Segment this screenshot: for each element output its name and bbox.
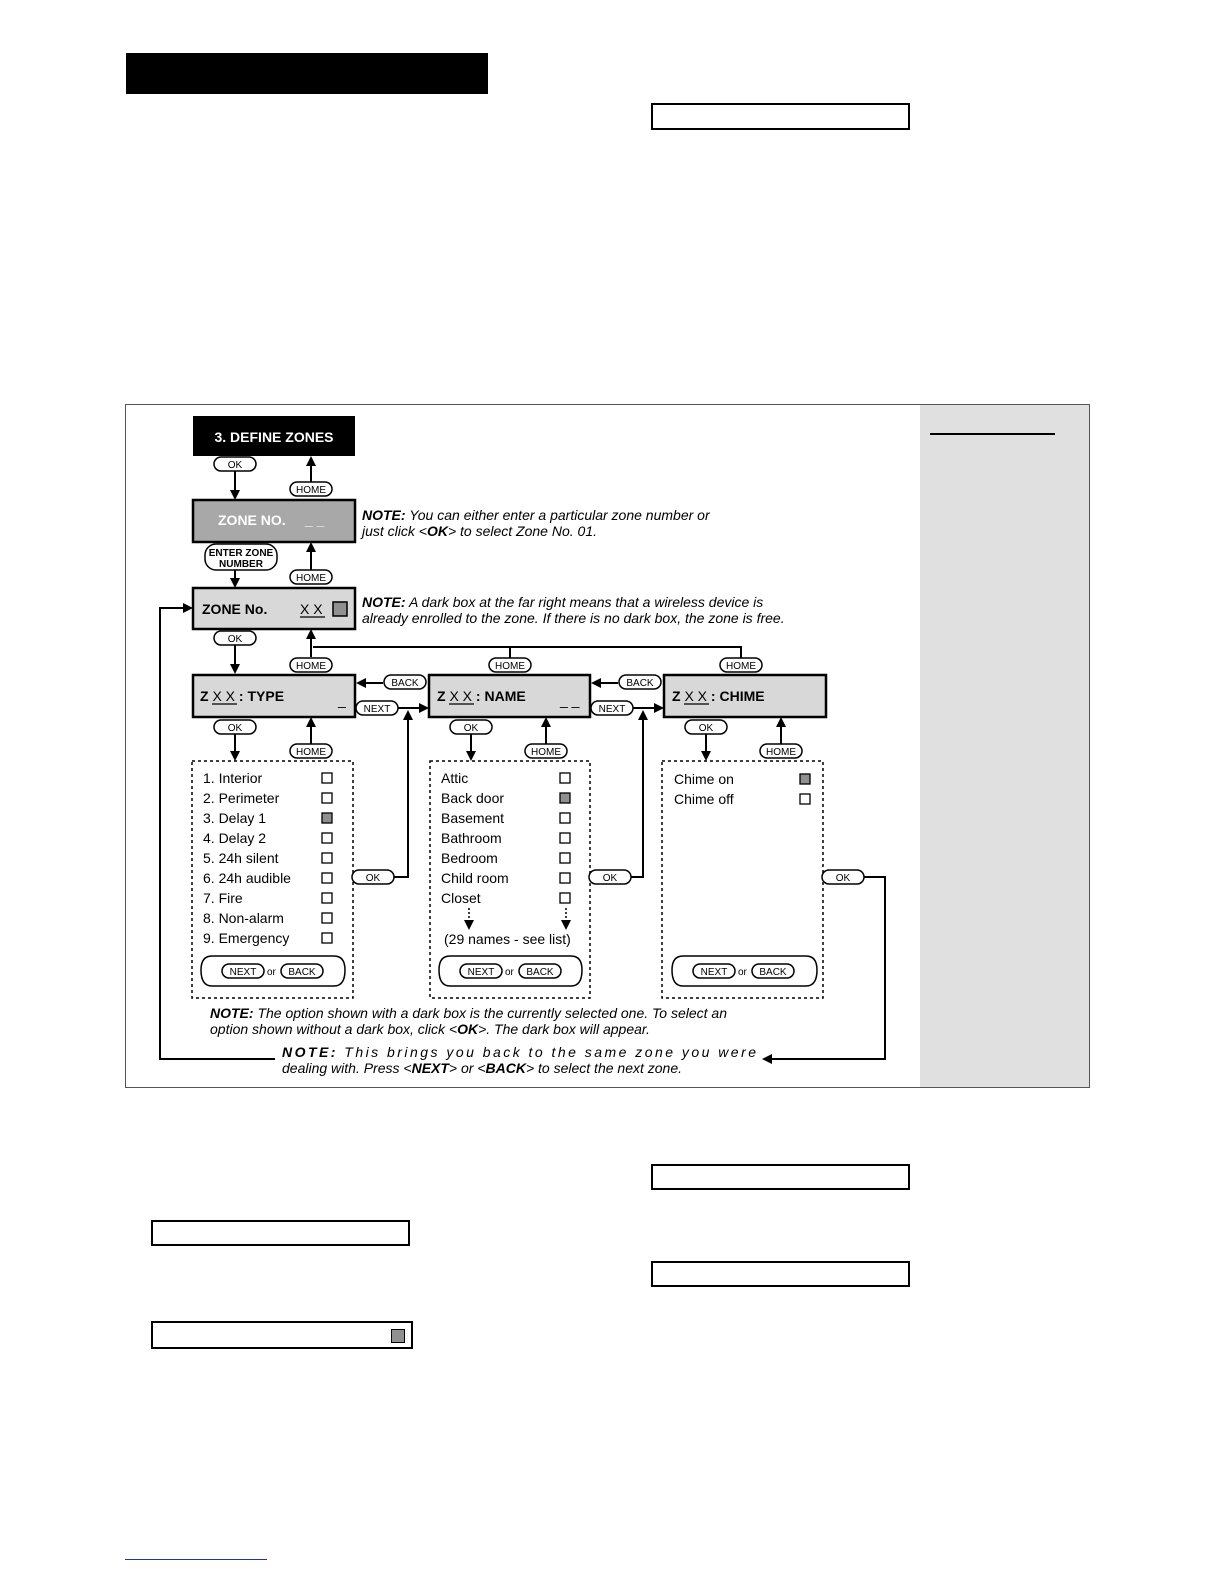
option-box	[322, 833, 332, 843]
back-button-name-list[interactable]	[519, 964, 561, 978]
name-option	[441, 770, 570, 786]
svg-text:Z X X : TYPE: Z X X : TYPE	[200, 688, 285, 704]
name-option-label: Attic	[441, 770, 469, 786]
option-box	[322, 773, 332, 783]
name-option-items	[441, 770, 570, 906]
selected-option-box	[322, 813, 332, 823]
home-button-type[interactable]	[290, 658, 332, 672]
name-option-label: Child room	[441, 870, 509, 886]
svg-text:OK: OK	[227, 634, 243, 645]
type-option	[203, 870, 332, 886]
svg-text:NOTE: The option shown with a: NOTE: The option shown with a dark box is the currently selected one. To select an	[210, 1005, 727, 1021]
type-option-label: 8. Non-alarm	[203, 910, 284, 926]
home-button-zone-selected[interactable]	[290, 570, 332, 584]
svg-text:NEXT: NEXT	[700, 967, 728, 978]
zone-selected-label: ZONE No.	[202, 601, 268, 617]
name-option-label: Bathroom	[441, 830, 502, 846]
type-option-label: 4. Delay 2	[203, 830, 267, 846]
option-box	[322, 853, 332, 863]
type-option-label: 6. 24h audible	[203, 870, 291, 886]
type-option-label: 9. Emergency	[203, 930, 290, 946]
option-box	[560, 893, 570, 903]
svg-text:HOME: HOME	[766, 747, 796, 758]
type-option-label: 1. Interior	[203, 770, 263, 786]
svg-text:BACK: BACK	[626, 678, 654, 689]
svg-text:or: or	[738, 967, 747, 978]
svg-text:or: or	[505, 967, 514, 978]
svg-text:OK: OK	[227, 723, 243, 734]
name-option-label: Bedroom	[441, 850, 498, 866]
option-box	[800, 794, 810, 804]
svg-text:BACK: BACK	[759, 967, 787, 978]
svg-text:_: _	[338, 692, 346, 708]
name-option-label: Back door	[441, 790, 505, 806]
note-zone-entry	[360, 507, 711, 539]
home-connector-name	[313, 647, 510, 658]
home-button-zone-entry[interactable]	[290, 482, 332, 496]
svg-text:Z X X : CHIME: Z X X : CHIME	[672, 688, 765, 704]
arrow-name-list-to-chime	[631, 712, 643, 877]
chime-option	[674, 771, 810, 787]
svg-text:OK: OK	[835, 873, 851, 884]
svg-text:or: or	[267, 967, 276, 978]
chime-option	[674, 791, 810, 807]
option-box	[560, 813, 570, 823]
chime-option-label: Chime on	[674, 771, 734, 787]
svg-text:NOTE: A dark box at the far ri: NOTE: A dark box at the far right means that a wireless device is	[362, 594, 764, 610]
type-option	[203, 790, 332, 806]
zone-entry-label: ZONE NO.	[218, 512, 286, 528]
type-option	[203, 910, 332, 926]
name-option-label: Basement	[441, 810, 505, 826]
svg-text:option shown without a dark bo: option shown without a dark box, click <OK>. The dark box will appear.	[210, 1021, 650, 1037]
home-button-type-list[interactable]	[290, 744, 332, 758]
next-button-name[interactable]	[591, 701, 633, 715]
selected-option-box	[800, 774, 810, 784]
zone-entry-screen	[193, 500, 355, 542]
ok-button-chime-list[interactable]	[822, 870, 864, 884]
next-button-type-list[interactable]	[222, 964, 264, 978]
note-dark-box	[362, 594, 785, 626]
home-button-chime-list[interactable]	[760, 744, 802, 758]
name-option	[441, 810, 570, 826]
type-option-label: 2. Perimeter	[203, 790, 280, 806]
svg-text:ENTER ZONE: ENTER ZONE	[208, 548, 274, 559]
zone-selected-screen	[193, 588, 355, 629]
name-option	[441, 790, 570, 806]
type-option	[203, 830, 332, 846]
back-button-name[interactable]	[619, 675, 661, 689]
svg-text:already enrolled to the zone.: already enrolled to the zone. If there is no dark box, the zone is free.	[362, 610, 785, 626]
name-screen	[429, 675, 590, 717]
name-option	[441, 890, 570, 906]
home-button-name-list[interactable]	[525, 744, 567, 758]
svg-text:BACK: BACK	[288, 967, 316, 978]
svg-text:HOME: HOME	[296, 747, 326, 758]
svg-text:NEXT: NEXT	[363, 704, 391, 715]
type-option	[203, 770, 332, 786]
svg-text:just click <OK> to select Zone: just click <OK> to select Zone No. 01.	[362, 523, 597, 539]
svg-text:HOME: HOME	[726, 661, 756, 672]
home-connector-chime	[510, 647, 741, 658]
option-box	[560, 833, 570, 843]
ok-button-title[interactable]	[214, 457, 256, 471]
type-option	[203, 890, 332, 906]
svg-text:OK: OK	[227, 460, 243, 471]
note-return	[282, 1044, 756, 1076]
back-button-type-list[interactable]	[281, 964, 323, 978]
option-box	[322, 933, 332, 943]
svg-text:Z X X : NAME: Z X X : NAME	[437, 688, 526, 704]
option-box	[322, 793, 332, 803]
svg-text:NOTE: This brings you back to: NOTE: This brings you back to the same zone you were	[282, 1044, 756, 1060]
option-box	[322, 893, 332, 903]
name-option	[441, 870, 570, 886]
svg-text:NEXT: NEXT	[467, 967, 495, 978]
type-option-label: 3. Delay 1	[203, 810, 267, 826]
enrolled-indicator	[333, 602, 347, 616]
ok-button-name-list[interactable]	[589, 870, 631, 884]
svg-text:NEXT: NEXT	[598, 704, 626, 715]
type-option-items	[203, 770, 332, 946]
back-button-type[interactable]	[384, 675, 426, 689]
chime-option-items	[674, 771, 810, 807]
menu-title-box	[193, 416, 355, 456]
type-screen	[193, 675, 355, 717]
chime-screen	[664, 675, 826, 717]
name-option-label: Closet	[441, 890, 481, 906]
option-box	[322, 873, 332, 883]
svg-text:HOME: HOME	[495, 661, 525, 672]
svg-text:OK: OK	[365, 873, 381, 884]
menu-title: 3. DEFINE ZONES	[214, 429, 334, 445]
svg-text:HOME: HOME	[296, 573, 326, 584]
next-button-type[interactable]	[356, 701, 398, 715]
home-button-name[interactable]	[489, 658, 531, 672]
option-box	[560, 853, 570, 863]
svg-text:BACK: BACK	[391, 678, 419, 689]
name-option	[441, 830, 570, 846]
next-button-chime-list[interactable]	[693, 964, 735, 978]
next-button-name-list[interactable]	[460, 964, 502, 978]
zone-selected-value: X X	[300, 601, 323, 617]
option-box	[322, 913, 332, 923]
cycle-name	[439, 956, 582, 986]
more-names-label: (29 names - see list)	[444, 931, 571, 947]
ok-button-zone-selected[interactable]	[214, 631, 256, 645]
type-option-label: 5. 24h silent	[203, 850, 279, 866]
cycle-type	[201, 956, 345, 986]
svg-text:NUMBER: NUMBER	[219, 559, 263, 570]
cycle-chime	[672, 956, 817, 986]
home-button-chime[interactable]	[720, 658, 762, 672]
svg-text:HOME: HOME	[296, 661, 326, 672]
option-box	[560, 873, 570, 883]
note-selection	[210, 1005, 727, 1037]
type-option	[203, 810, 332, 826]
svg-text:OK: OK	[602, 873, 618, 884]
option-box	[560, 773, 570, 783]
type-option	[203, 930, 332, 946]
back-button-chime-list[interactable]	[752, 964, 794, 978]
selected-option-box	[560, 793, 570, 803]
arrow-type-list-to-name	[394, 712, 408, 877]
svg-text:_ _: _ _	[560, 692, 580, 708]
enter-zone-number-button[interactable]	[205, 544, 277, 570]
svg-text:OK: OK	[463, 723, 479, 734]
footnote-rule	[125, 1559, 267, 1560]
svg-text:dealing with. Press <NEXT> or: dealing with. Press <NEXT> or <BACK> to select the next zone.	[282, 1060, 683, 1076]
ok-button-name[interactable]	[450, 720, 492, 734]
chime-option-label: Chime off	[674, 791, 734, 807]
ok-button-chime[interactable]	[685, 720, 727, 734]
ok-button-type[interactable]	[214, 720, 256, 734]
ok-button-type-list[interactable]	[352, 870, 394, 884]
svg-text:NEXT: NEXT	[229, 967, 257, 978]
type-option	[203, 850, 332, 866]
svg-text:HOME: HOME	[296, 485, 326, 496]
name-option	[441, 850, 570, 866]
svg-text:NOTE: You can either enter a p: NOTE: You can either enter a particular zone number or	[362, 507, 710, 523]
svg-text:BACK: BACK	[526, 967, 554, 978]
type-option-label: 7. Fire	[203, 890, 243, 906]
svg-text:OK: OK	[698, 723, 714, 734]
zone-entry-value: _ _	[305, 512, 325, 528]
svg-text:HOME: HOME	[531, 747, 561, 758]
